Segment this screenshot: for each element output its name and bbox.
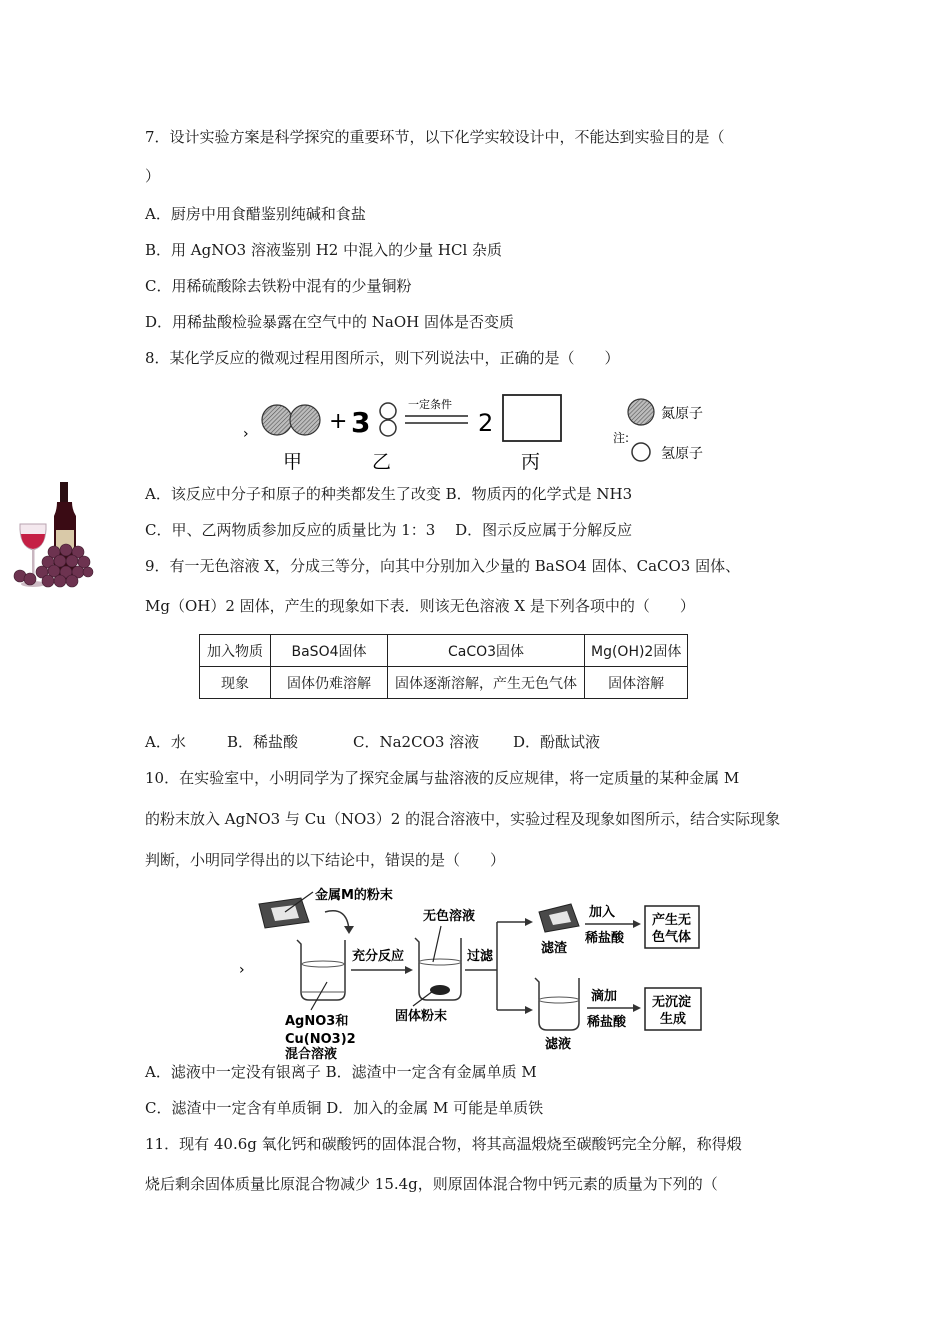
table-cell: 固体溶解 [585, 667, 688, 699]
q9-stem-line2: Mg（OH）2 固体，产生的现象如下表．则该无色溶液 X 是下列各项中的（ ） [145, 597, 695, 615]
q9-option-a: A．水 [145, 733, 186, 751]
q8-options-ab: A．该反应中分子和原子的种类都发生了改变 B．物质丙的化学式是 NH3 [145, 485, 633, 503]
q9-option-c: C．Na2CO3 溶液 [353, 733, 480, 751]
label-dilute-hcl-2: 稀盐酸 [587, 1015, 627, 1030]
coefficient-c: 2 [478, 409, 494, 437]
plus-sign: + [329, 409, 348, 434]
q7-option-a: A．厨房中用食醋鉴别纯碱和食盐 [145, 205, 366, 223]
hydrogen-atom-icon [380, 403, 396, 419]
label-residue: 滤渣 [541, 941, 568, 956]
table-cell: CaCO3固体 [388, 635, 585, 667]
beaker-icon [297, 940, 345, 1000]
nitrogen-atom-icon [262, 405, 292, 435]
table-cell: 现象 [200, 667, 271, 699]
q9-option-b: B．稀盐酸 [227, 733, 299, 751]
q8-options-cd: C．甲、乙两物质参加反应的质量比为 1：3 D．图示反应属于分解反应 [145, 521, 633, 539]
q9-option-d: D．酚酞试液 [513, 733, 601, 751]
table-row [200, 667, 688, 699]
q10-options-cd: C．滤渣中一定含有单质铜 D．加入的金属 M 可能是单质铁 [145, 1099, 544, 1117]
beaker-icon [535, 978, 579, 1030]
label-jia: 甲 [283, 451, 303, 473]
label-dilute-hcl-1: 稀盐酸 [585, 931, 625, 946]
label-gas-result-2: 色气体 [652, 930, 692, 945]
q7-stem-line2: ） [145, 167, 161, 185]
label-drop: 滴加 [591, 989, 618, 1004]
label-full-reaction: 充分反应 [352, 949, 405, 964]
label-mixed-solution: 混合溶液 [285, 1047, 338, 1060]
table-cell: Mg(OH)2固体 [585, 635, 688, 667]
q10-options-ab: A．滤液中一定没有银离子 B．滤渣中一定含有金属单质 M [145, 1063, 537, 1081]
label-filtrate: 滤液 [545, 1037, 572, 1052]
q10-experiment-figure [235, 882, 715, 1060]
coefficient-b: 3 [351, 406, 371, 439]
q10-stem-line3: 判断，小明同学得出的以下结论中，错误的是（ ） [145, 851, 506, 869]
hydrogen-atom-icon [380, 420, 396, 436]
label-cuno3: Cu(NO3)2 [285, 1032, 356, 1047]
reaction-condition: 一定条件 [408, 398, 452, 411]
legend-nitrogen-icon [628, 399, 654, 425]
q7-option-c: C．用稀硫酸除去铁粉中混有的少量铜粉 [145, 277, 412, 295]
legend-nitrogen-label: 氮原子 [661, 406, 703, 422]
table-cell: BaSO4固体 [271, 635, 388, 667]
legend-note: 注: [613, 431, 630, 445]
q8-reaction-figure [235, 388, 725, 474]
nitrogen-atom-icon [290, 405, 320, 435]
table-cell: 加入物质 [200, 635, 271, 667]
q8-bracket-mark: › [243, 426, 249, 442]
legend-hydrogen-label: 氢原子 [661, 446, 703, 462]
label-agno3: AgNO3和 [285, 1014, 349, 1029]
q9-observation-table [199, 634, 688, 699]
label-colorless-solution: 无色溶液 [423, 909, 476, 924]
table-cell: 固体逐渐溶解，产生无色气体 [388, 667, 585, 699]
q11-stem-line2: 烧后剩余固体质量比原混合物减少 15.4g，则原固体混合物中钙元素的质量为下列的（ [145, 1175, 718, 1193]
q11-stem-line1: 11．现有 40.6g 氧化钙和碳酸钙的固体混合物，将其高温煅烧至碳酸钙完全分解，称得煅 [145, 1135, 742, 1153]
table-cell: 固体仍难溶解 [271, 667, 388, 699]
q7-option-d: D．用稀盐酸检验暴露在空气中的 NaOH 固体是否变质 [145, 313, 515, 331]
wine-grapes-image [10, 480, 94, 595]
q8-stem: 8．某化学反应的微观过程用图所示，则下列说法中，正确的是（ ） [145, 349, 620, 367]
q9-stem-line1: 9．有一无色溶液 X，分成三等分，向其中分别加入少量的 BaSO4 固体、CaCO3 固体、 [145, 557, 741, 575]
label-add: 加入 [589, 905, 616, 920]
label-filter: 过滤 [467, 949, 494, 964]
beaker-icon [415, 938, 461, 1000]
q10-bracket-mark: › [239, 962, 245, 978]
label-solid-powder: 固体粉末 [395, 1009, 448, 1024]
legend-hydrogen-icon [632, 443, 650, 461]
label-no-precipitate-1: 无沉淀 [652, 995, 692, 1010]
q7-stem-line1: 7．设计实验方案是科学探究的重要环节，以下化学实较设计中，不能达到实验目的是（ [145, 128, 725, 146]
q7-option-b: B．用 AgNO3 溶液鉴别 H2 中混入的少量 HCl 杂质 [145, 241, 503, 259]
q9-options [145, 732, 600, 752]
q10-stem-line2: 的粉末放入 AgNO3 与 Cu（NO3）2 的混合溶液中，实验过程及现象如图所示，结合实际现象 [145, 810, 781, 828]
label-no-precipitate-2: 生成 [660, 1012, 687, 1027]
product-box [503, 395, 561, 441]
label-metal-powder: 金属M的粉末 [315, 888, 393, 903]
table-row [200, 635, 688, 667]
label-bing: 丙 [521, 451, 541, 473]
label-yi: 乙 [372, 451, 392, 473]
q10-stem-line1: 10．在实验室中，小明同学为了探究金属与盐溶液的反应规律，将一定质量的某种金属 M [145, 769, 740, 787]
label-gas-result-1: 产生无 [652, 913, 692, 928]
